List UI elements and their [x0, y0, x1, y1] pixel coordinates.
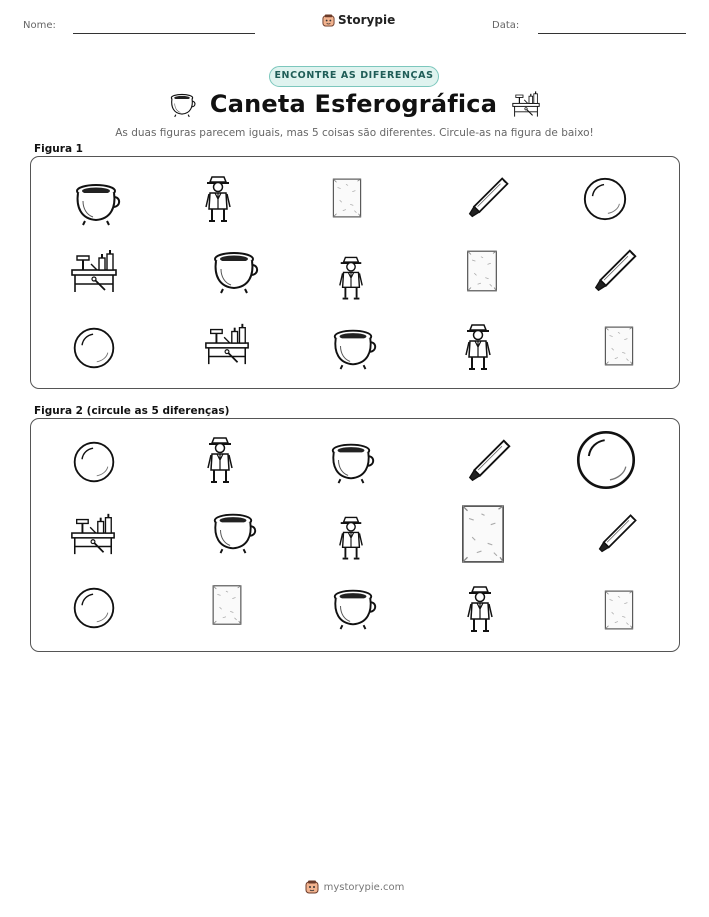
paper-icon[interactable]: [211, 583, 243, 627]
paper-icon[interactable]: [465, 249, 499, 293]
detective-icon[interactable]: [203, 174, 233, 224]
date-line[interactable]: [538, 33, 686, 34]
title-row: [0, 90, 709, 118]
detective-icon[interactable]: [463, 321, 493, 373]
workbench-icon: [511, 90, 541, 118]
workbench-icon[interactable]: [203, 321, 251, 367]
bubble-icon-large[interactable]: [573, 427, 639, 493]
detective-icon[interactable]: [205, 435, 235, 485]
footer-url[interactable]: mystorypie.com: [323, 881, 405, 893]
pot-icon[interactable]: [327, 437, 375, 485]
paper-icon[interactable]: [331, 177, 363, 219]
name-label: Nome:: [23, 20, 56, 31]
paper-icon[interactable]: [603, 325, 635, 367]
footer: [0, 880, 709, 894]
workbench-icon[interactable]: [69, 248, 119, 294]
brand-logo: [322, 13, 395, 27]
instructions: As duas figuras parecem iguais, mas 5 coisas são diferentes. Circule-as na figura de baixo!: [115, 127, 594, 139]
pot-icon[interactable]: [209, 507, 257, 555]
pot-icon: [168, 90, 196, 118]
paper-icon-large[interactable]: [459, 503, 507, 565]
pen-icon[interactable]: [593, 245, 639, 295]
pot-icon[interactable]: [209, 245, 259, 295]
pot-icon[interactable]: [71, 177, 121, 227]
brand-name: Storypie: [338, 13, 396, 27]
pot-icon[interactable]: [329, 323, 377, 371]
detective-icon[interactable]: [337, 253, 365, 303]
bubble-icon[interactable]: [71, 439, 117, 485]
figure-2-label: Figura 2 (circule as 5 diferenças): [34, 405, 230, 417]
date-label: Data:: [492, 20, 520, 31]
figure-1-panel: [30, 156, 680, 389]
pen-icon[interactable]: [597, 509, 639, 557]
page-title: Caneta Esferográfica: [209, 90, 498, 118]
bubble-icon[interactable]: [71, 325, 117, 371]
bubble-icon[interactable]: [581, 175, 629, 223]
activity-badge: ENCONTRE AS DIFERENÇAS: [269, 66, 439, 87]
paper-icon[interactable]: [603, 589, 635, 631]
bubble-icon[interactable]: [71, 585, 117, 631]
pot-icon[interactable]: [329, 583, 377, 631]
pen-icon[interactable]: [467, 435, 513, 485]
pen-icon[interactable]: [467, 173, 511, 221]
detective-icon[interactable]: [337, 513, 365, 563]
workbench-icon[interactable]: [69, 511, 117, 557]
figure-2-panel: [30, 418, 680, 652]
storypie-logo-icon: [305, 880, 319, 894]
storypie-logo-icon: [322, 14, 335, 27]
detective-icon[interactable]: [465, 583, 495, 635]
name-line[interactable]: [73, 33, 255, 34]
figure-1-label: Figura 1: [34, 143, 83, 155]
